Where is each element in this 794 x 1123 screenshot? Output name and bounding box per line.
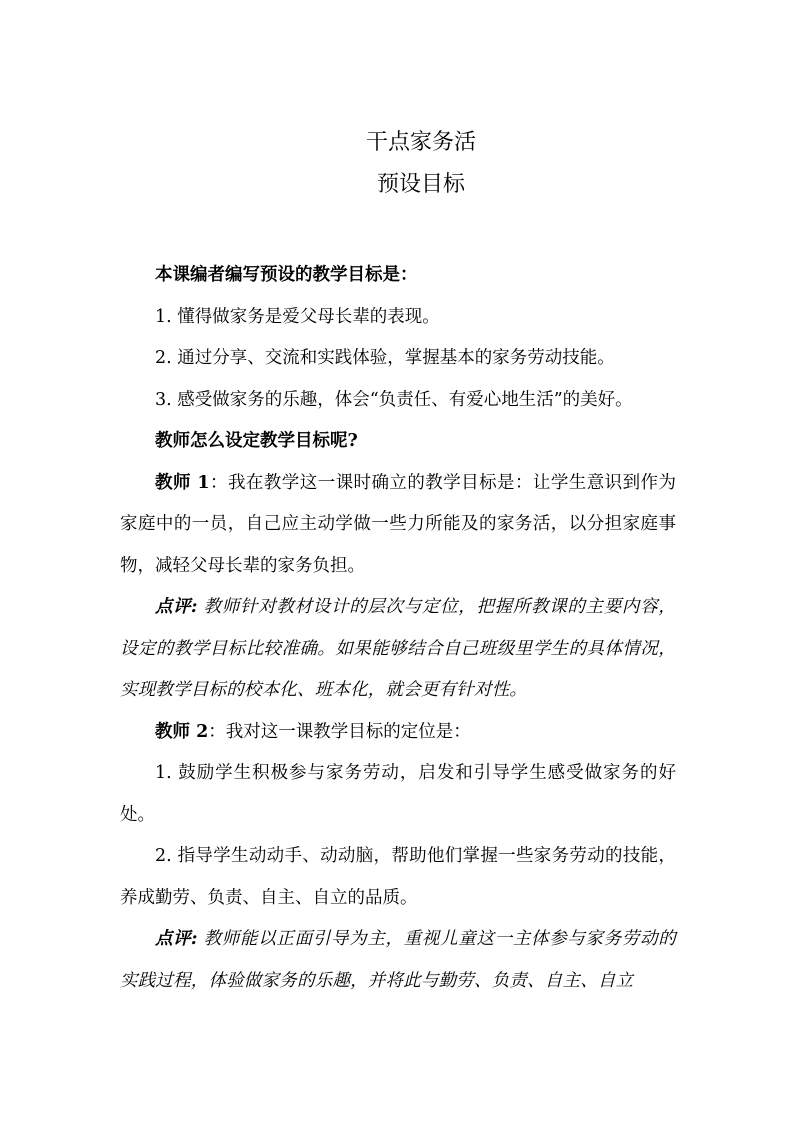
teacher2-goal-2: 2. 指导学生动动手、动动脑，帮助他们掌握一些家务劳动的技能，养成勤劳、负责、自主、自立的品质。 bbox=[120, 846, 676, 908]
page-title: 干点家务活 bbox=[365, 130, 476, 155]
editor-goal-2: 2. 通过分享、交流和实践体验，掌握基本的家务劳动技能。 bbox=[155, 348, 615, 368]
page-subtitle: 预设目标 bbox=[376, 172, 465, 197]
comment2-text: 教师能以正面引导为主，重视儿童这一主体参与家务劳动的实践过程，体验做家务的乐趣，并将此与勤劳、负责、自主、自立 bbox=[120, 929, 676, 991]
comment1-label: 点评: bbox=[155, 597, 198, 617]
teacher2-paragraph bbox=[120, 712, 676, 754]
comment2-label: 点评: bbox=[155, 929, 198, 949]
comment2-paragraph bbox=[120, 919, 676, 1002]
intro-heading: 本课编者编写预设的教学目标是： bbox=[155, 265, 418, 285]
editor-goal-1: 1. 懂得做家务是爱父母长辈的表现。 bbox=[155, 306, 440, 327]
teacher2-goal-1: 1. 鼓励学生积极参与家务劳动，启发和引导学生感受做家务的好处。 bbox=[120, 763, 676, 825]
question-heading: 教师怎么设定教学目标呢? bbox=[155, 431, 358, 451]
teacher1-label: 教师 1 bbox=[155, 472, 210, 493]
comment1-paragraph bbox=[120, 587, 676, 712]
teacher1-text: ：我在教学这一课时确立的教学目标是：让学生意识到作为家庭中的一员，自己应主动学做一些力所能及的家务活，以分担家庭事物，减轻父母长辈的家务负担。 bbox=[120, 472, 676, 576]
document-body bbox=[120, 255, 676, 1002]
teacher2-label: 教师 2 bbox=[155, 721, 209, 742]
teacher2-text: ：我对这一课教学目标的定位是： bbox=[208, 721, 471, 742]
teacher1-paragraph bbox=[120, 463, 676, 588]
comment1-text: 教师针对教材设计的层次与定位，把握所教课的主要内容，设定的教学目标比较准确。如果能够结合自己班级里学生的具体情况，实现教学目标的校本化、班本化，就会更有针对性。 bbox=[120, 597, 676, 700]
editor-goal-3: 3. 感受做家务的乐趣，体会“负责任、有爱心地生活”的美好。 bbox=[155, 389, 633, 410]
